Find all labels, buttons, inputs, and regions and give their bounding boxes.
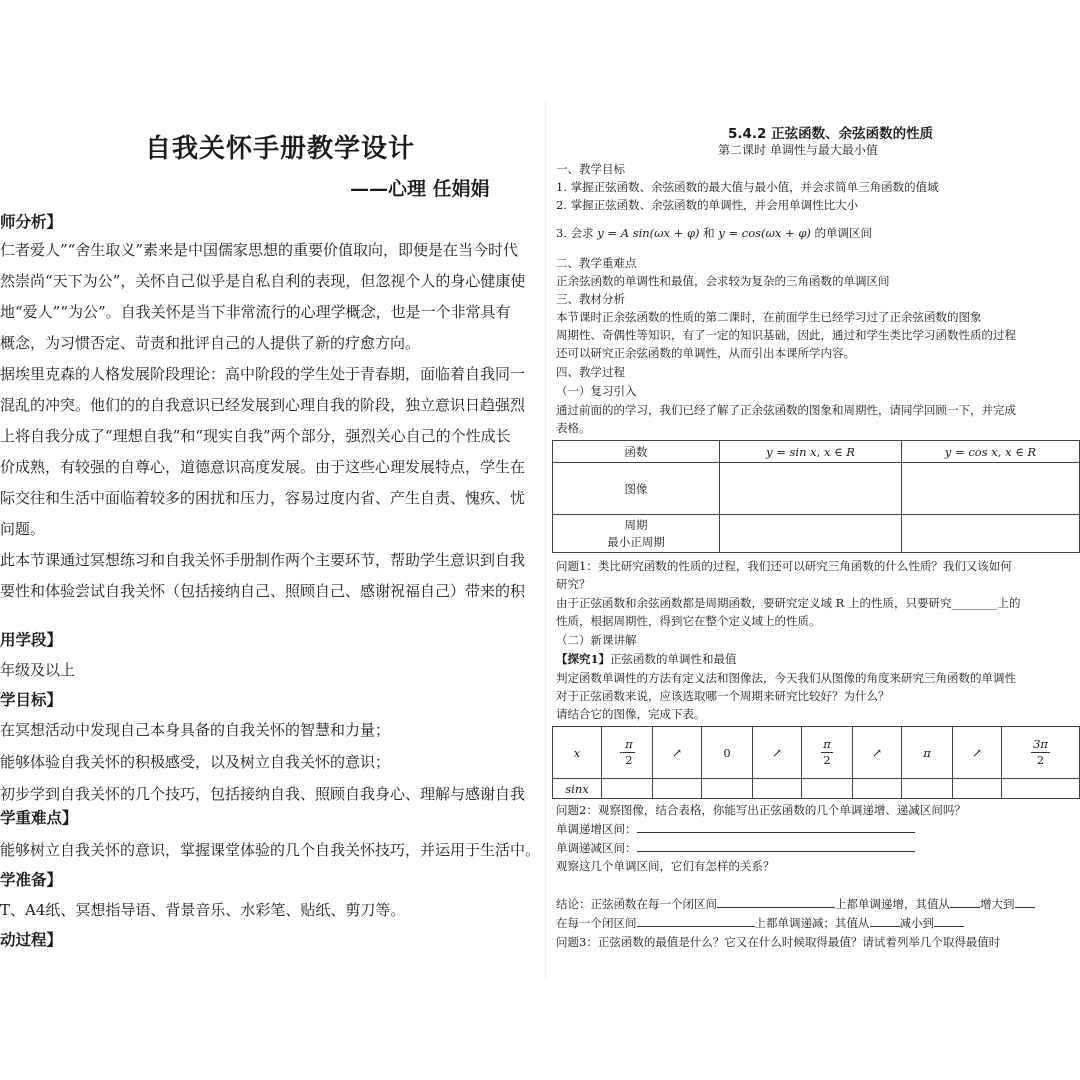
paragraph-line: 仁者爱人”“舍生取义”素来是中国儒家思想的重要价值取向，即便是在当今时代: [0, 241, 519, 259]
review-line: 表格。: [556, 421, 591, 435]
heading-process: 四、教学过程: [556, 365, 625, 379]
prep-text: T、A4纸、冥想指导语、背景音乐、水彩笔、贴纸、剪刀等。: [0, 901, 406, 919]
cell-empty: [702, 779, 753, 799]
heading-key: 二、教学重难点: [556, 256, 637, 270]
cell-empty: [1002, 779, 1080, 799]
left-author: ——心理 任娟娟: [350, 178, 490, 200]
explore1-title: 正弦函数的单调性和最值: [610, 652, 737, 666]
conclusion-line-1: 结论：正弦函数在每一个闭区间 上都单调递增，其值从 增大到: [556, 896, 1035, 912]
cell-three-half-pi: [1002, 727, 1080, 779]
cell-pi: π: [902, 727, 953, 779]
conclusion-blank[interactable]: [870, 926, 900, 927]
sin-label: sinx: [553, 779, 602, 799]
row-period-line2: 最小正周期: [607, 534, 665, 549]
observe-text: 观察这几个单调区间，它们有怎样的关系？: [556, 859, 775, 873]
question1-line: 问题1：类比研究函数的性质的过程，我们还可以研究三角函数的什么性质？我们又该如何: [556, 559, 1012, 573]
section-key-heading: 学重难点】: [0, 808, 78, 827]
left-title: 自我关怀手册教学设计: [145, 134, 416, 164]
paragraph-line: 际交往和生活中面临着较多的困扰和压力，容易过度内省、产生自责、愧疚、忧: [0, 489, 526, 507]
section-goals-heading: 学目标】: [0, 690, 63, 709]
section-stage-heading: 用学段】: [0, 630, 63, 649]
decreasing-blank[interactable]: [637, 851, 915, 852]
row-graph: 图像: [553, 463, 720, 515]
conclusion-line-2: 在每一个闭区间 上都单调递减；其值从 减小到: [556, 915, 964, 931]
conclusion-blank[interactable]: [1015, 907, 1035, 908]
fraction: $\frac{\pi}{2}$: [823, 737, 831, 767]
conclusion-blank[interactable]: [934, 926, 964, 927]
cell-empty: [853, 779, 902, 799]
x-label: x: [553, 727, 602, 779]
right-document: [548, 0, 1080, 1080]
col-sin: y = sin x, x ∈ R: [720, 441, 902, 463]
goal-line: 1. 掌握正弦函数、余弦函数的最大值与最小值，并会求简单三角函数的值域: [556, 180, 939, 194]
paragraph-line: 此本节课通过冥想练习和自我关怀手册制作两个主要环节，帮助学生意识到自我: [0, 551, 526, 569]
goal-line: 初步学到自我关怀的几个技巧，包括接纳自我、照顾自我身心、理解与感谢自我: [0, 785, 526, 803]
col-cos: y = cos x, x ∈ R: [902, 441, 1080, 463]
analysis-line: 本节课时正余弦函数的性质的第二课时，在前面学生已经学习过了正余弦函数的图象: [556, 310, 982, 324]
right-title: 5.4.2 正弦函数、余弦函数的性质: [728, 126, 934, 142]
cell-zero: 0: [702, 727, 753, 779]
question1-line: 性质，根据周期性，得到它在整个定义域上的性质。: [556, 614, 821, 628]
goal-line: 能够体验自我关怀的积极感受，以及树立自我关怀的意识；: [0, 753, 391, 771]
cell-empty: [802, 779, 853, 799]
increasing-interval-row: [556, 821, 915, 837]
cell-empty: [902, 779, 953, 799]
heading-review: （一）复习引入: [556, 384, 637, 398]
question1-line: 研究？: [556, 577, 591, 591]
cell-arrow: ↗: [853, 727, 902, 779]
cell-empty: [720, 515, 902, 553]
section-prep-heading: 学准备】: [0, 870, 63, 889]
key-text: 正余弦函数的单调性和最值，会求较为复杂的三角函数的单调区间: [556, 274, 890, 288]
explore-line: 对于正弦函数来说，应该选取哪一个周期来研究比较好？为什么？: [556, 689, 890, 703]
cell-half-pi: [802, 727, 853, 779]
paragraph-line: 要性和体验尝试自我关怀（包括接纳自己、照顾自己、感谢祝福自己）带来的积: [0, 582, 526, 600]
explore-line: 请结合它的图像，完成下表。: [556, 707, 706, 721]
goal3-prefix: 3. 会求: [556, 226, 598, 240]
formula-cos: y = cos(ωx + φ): [718, 226, 811, 240]
heading-new-lesson: （二）新课讲解: [556, 633, 637, 647]
review-line: 通过前面的的学习，我们已经了解了正余弦函数的图象和周期性，请同学回顾一下，并完成: [556, 403, 1016, 417]
conclusion-blank[interactable]: [637, 926, 755, 927]
increasing-label: 单调递增区间：: [556, 822, 637, 836]
goal-line: 2. 掌握正弦函数、余弦函数的单调性，并会用单调性比大小: [556, 198, 859, 212]
decreasing-interval-row: [556, 840, 915, 856]
review-table: [552, 440, 1080, 553]
cell-arrow: ↗: [953, 727, 1002, 779]
conclusion-blank[interactable]: [950, 907, 980, 908]
explore1-label: 【探究1】: [556, 652, 611, 666]
right-subtitle: 第二课时 单调性与最大最小值: [718, 143, 878, 157]
heading-goals: 一、教学目标: [556, 162, 625, 176]
paragraph-line: 地“爱人”“为公”。自我关怀是当下非常流行的心理学概念，也是一个非常具有: [0, 303, 511, 321]
goal3-suffix: 的单调区间: [810, 226, 873, 240]
paragraph-line: 价成熟，有较强的自尊心，道德意识高度发展。由于这些心理发展特点，学生在: [0, 458, 526, 476]
section-process-heading: 动过程】: [0, 930, 63, 949]
paragraph-line: 然崇尚“天下为公”，关怀自己似乎是自私自利的表现，但忽视个人的身心健康使: [0, 272, 526, 290]
formula-asin: y = A sin(ωx + φ): [597, 226, 700, 240]
analysis-line: 周期性、奇偶性等知识，有了一定的知识基础，因此，通过和学生类比学习函数性质的过程: [556, 328, 1016, 342]
cell-empty: [753, 779, 802, 799]
cell-empty: [902, 463, 1080, 515]
row-period-line1: 周期: [624, 517, 648, 532]
cell-arrow: ↗: [653, 727, 702, 779]
goal-line: [556, 225, 872, 241]
question2: 问题2：观察图像，结合表格，你能写出正弦函数的几个单调递增、递减区间吗？: [556, 803, 966, 817]
paragraph-line: 混乱的冲突。他们的的自我意识已经发展到心理自我的阶段，独立意识日趋强烈: [0, 396, 526, 414]
goal-line: 在冥想活动中发现自己本身具备的自我关怀的智慧和力量；: [0, 721, 391, 739]
question1-line: 由于正弦函数和余弦函数都是周期函数，要研究定义域 R 上的性质，只要研究________上的: [556, 596, 1021, 610]
cell-empty: [902, 515, 1080, 553]
conclusion-blank[interactable]: [717, 907, 835, 908]
question3: 问题3：正弦函数的最值是什么？它又在什么时候取得最值？请试着列举几个取得最值时: [556, 935, 1001, 949]
goal3-mid: 和: [699, 226, 719, 240]
section-analysis-heading: 师分析】: [0, 212, 63, 231]
sine-monotonic-table: [552, 726, 1080, 799]
cell-empty: [720, 463, 902, 515]
heading-analysis: 三、教材分析: [556, 292, 625, 306]
key-text: 能够树立自我关怀的意识，掌握课堂体验的几个自我关怀技巧，并运用于生活中。: [0, 841, 541, 859]
fraction: $\frac{\pi}{2}$: [625, 737, 633, 767]
col-function: 函数: [553, 441, 720, 463]
paragraph-line: 问题。: [0, 520, 46, 538]
explore-line: 判定函数单调性的方法有定义法和图像法，今天我们从图像的角度来研究三角函数的单调性: [556, 671, 1016, 685]
increasing-blank[interactable]: [637, 832, 915, 833]
cell-empty: [953, 779, 1002, 799]
explore1-heading: [556, 651, 737, 667]
cell-empty: [602, 779, 653, 799]
row-period: [553, 515, 720, 553]
paragraph-line: 上将自我分成了“理想自我”和“现实自我”两个部分，强烈关心自己的个性成长: [0, 427, 511, 445]
paragraph-line: 概念，为习惯否定、苛责和批评自己的人提供了新的疗愈方向。: [0, 334, 421, 352]
analysis-line: 还可以研究正余弦函数的单调性，从而引出本课所学内容。: [556, 346, 855, 360]
cell-empty: [653, 779, 702, 799]
paragraph-line: 据埃里克森的人格发展阶段理论：高中阶段的学生处于青春期，面临着自我同一: [0, 365, 526, 383]
fraction: $\frac{3\pi}{2}$: [1033, 737, 1048, 767]
cell-arrow: ↗: [753, 727, 802, 779]
cell-neg-half-pi: - $\frac{\pi}{2}$: [602, 727, 653, 779]
stage-text: 年级及以上: [0, 661, 76, 679]
decreasing-label: 单调递减区间：: [556, 841, 637, 855]
page-divider: [545, 100, 546, 980]
